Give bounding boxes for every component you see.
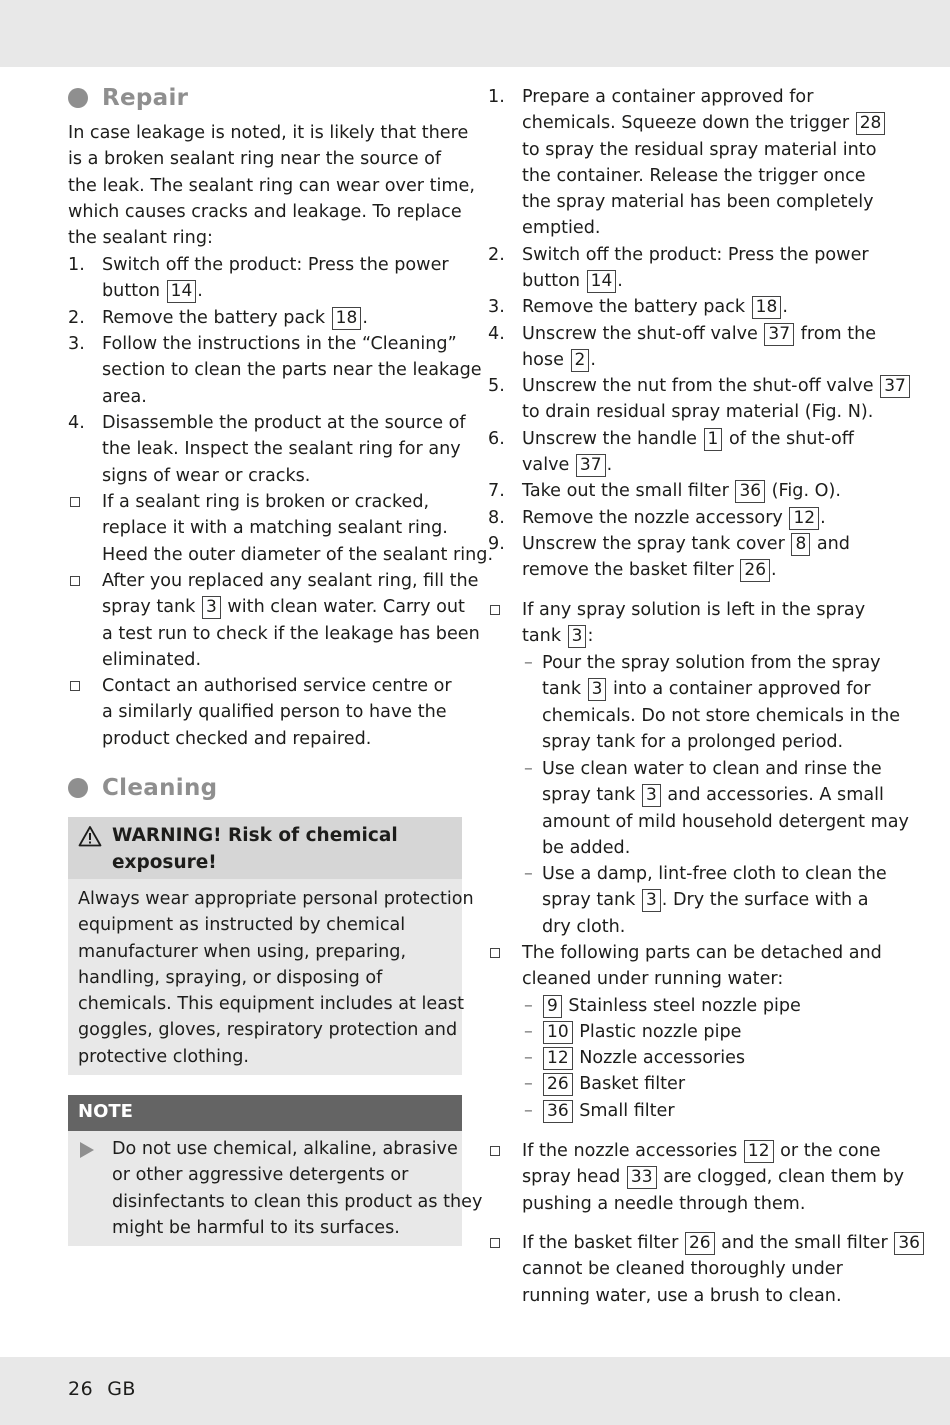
step-number: 3.	[68, 334, 85, 354]
text-line: to drain residual spray material (Fig. N).	[522, 402, 874, 423]
text-line: Disassemble the product at the source of	[102, 413, 466, 433]
note-title: NOTE	[78, 1101, 133, 1122]
text-line: Switch off the product: Press the power	[522, 245, 869, 265]
text-line: signs of wear or cracks.	[102, 465, 311, 486]
text-line: 36 Small filter	[542, 1098, 896, 1124]
step-number: 1.	[68, 255, 85, 275]
item-text	[522, 373, 906, 426]
warning-body-line: manufacturer when using, preparing,	[78, 941, 407, 962]
text-line: Use clean water to clean and rinse the	[542, 759, 882, 779]
dash-bullet-icon: –	[524, 996, 533, 1016]
text-line: emptied.	[522, 218, 601, 239]
item-text	[522, 84, 896, 242]
text-line: product checked and repaired.	[102, 728, 372, 749]
part-reference-box: 12	[789, 507, 819, 530]
text-line: to spray the residual spray material into	[522, 139, 877, 160]
part-reference-box: 9	[543, 995, 562, 1018]
text-line: spray tank 3 and accessories. A small	[542, 785, 884, 806]
item-text	[102, 410, 470, 489]
play-arrow-icon	[80, 1142, 94, 1158]
warning-body-line: Always wear appropriate personal protection	[78, 889, 474, 909]
intro-line: is a broken sealant ring near the source of	[68, 149, 442, 170]
text-line: cannot be cleaned thoroughly under	[522, 1259, 843, 1280]
part-reference-box: 3	[568, 625, 587, 648]
step-number: 1.	[488, 87, 505, 107]
text-line: the container. Release the trigger once	[522, 165, 866, 186]
item-text	[522, 1230, 920, 1309]
item-text	[102, 331, 482, 410]
text-line: If any spray solution is left in the spray	[522, 600, 866, 620]
text-line: the leak. Inspect the sealant ring for any	[102, 439, 461, 460]
step-number: 9.	[488, 534, 505, 554]
text-line: tank 3 :	[522, 626, 594, 647]
item-text	[522, 478, 896, 504]
dash-bullet-icon: –	[524, 864, 533, 884]
text-line: If the nozzle accessories 12 or the cone	[522, 1141, 881, 1161]
text-line: Unscrew the handle 1 of the shut-off	[522, 429, 854, 449]
item-text	[522, 1138, 905, 1217]
repair-heading-text: Repair	[102, 85, 189, 111]
text-line: Remove the battery pack 18 .	[102, 308, 368, 328]
text-line: Pour the spray solution from the spray	[542, 653, 881, 673]
text-line: replace it with a matching sealant ring.	[102, 518, 448, 539]
warning-body-line: goggles, gloves, respiratory protection and	[78, 1020, 458, 1041]
item-text	[522, 597, 896, 650]
item-text	[542, 756, 909, 861]
part-reference-box: 3	[642, 784, 661, 807]
part-reference-box: 37	[764, 323, 794, 346]
part-reference-box: 36	[735, 480, 765, 503]
part-reference-box: 26	[685, 1232, 715, 1255]
header-band	[0, 0, 950, 67]
part-reference-box: 37	[576, 454, 606, 477]
text-line: Prepare a container approved for	[522, 87, 814, 107]
dash-bullet-icon: –	[524, 1074, 533, 1094]
note-line: or other aggressive detergents or	[112, 1165, 409, 1186]
warning-header	[68, 817, 462, 879]
dash-bullet-icon: –	[524, 759, 533, 779]
text-line: section to clean the parts near the leakage	[102, 360, 482, 381]
footer-band	[0, 1357, 950, 1425]
dash-bullet-icon: –	[524, 1022, 533, 1042]
checkbox-square-icon	[490, 605, 500, 615]
note-text	[112, 1136, 483, 1241]
text-line: spray head 33 are clogged, clean them by	[522, 1167, 905, 1188]
item-text	[542, 861, 896, 940]
warning-box	[68, 817, 474, 1075]
item-text	[102, 305, 470, 331]
checkbox-square-icon	[490, 1238, 500, 1248]
text-line: pushing a needle through them.	[522, 1193, 806, 1214]
warning-body-line: handling, spraying, or disposing of	[78, 967, 383, 988]
dash-bullet-icon: –	[524, 653, 533, 673]
text-line: valve 37 .	[522, 455, 613, 476]
warning-triangle-icon	[78, 825, 102, 847]
part-reference-box: 12	[744, 1140, 774, 1163]
note-line: disinfectants to clean this product as they	[112, 1191, 483, 1212]
part-reference-box: 26	[740, 559, 770, 582]
item-text	[522, 242, 896, 295]
text-line: area.	[102, 386, 147, 407]
warning-title-line: WARNING! Risk of chemical	[112, 825, 398, 846]
warning-body	[78, 886, 474, 1070]
item-text	[522, 940, 896, 993]
intro-line: In case leakage is noted, it is likely that there	[68, 123, 469, 143]
step-number: 3.	[488, 297, 505, 317]
checkbox-square-icon	[70, 576, 80, 586]
intro-line: the sealant ring:	[68, 228, 213, 249]
item-text	[522, 505, 896, 531]
step-number: 4.	[488, 324, 505, 344]
text-line: Unscrew the shut-off valve 37 from the	[522, 324, 877, 344]
text-line: running water, use a brush to clean.	[522, 1285, 842, 1306]
item-text	[102, 489, 494, 568]
text-line: button 14 .	[102, 281, 203, 302]
dash-bullet-icon: –	[524, 1101, 533, 1121]
text-line: cleaned under running water:	[522, 969, 784, 990]
item-text	[522, 426, 896, 479]
part-reference-box: 2	[571, 349, 590, 372]
part-reference-box: 10	[543, 1021, 573, 1044]
part-reference-box: 18	[332, 307, 362, 330]
item-text	[542, 993, 896, 1019]
language-code: GB	[107, 1378, 136, 1400]
text-line: hose 2 .	[522, 350, 596, 371]
part-reference-box: 28	[856, 112, 886, 135]
text-line: 9 Stainless steel nozzle pipe	[542, 993, 896, 1019]
text-line: Unscrew the spray tank cover 8 and	[522, 534, 850, 554]
warning-body-line: equipment as instructed by chemical	[78, 915, 406, 936]
text-line: a similarly qualified person to have the	[102, 702, 447, 723]
bullet-dot-icon	[68, 88, 88, 108]
text-line: dry cloth.	[542, 916, 626, 937]
part-reference-box: 3	[202, 596, 221, 619]
warning-body-line: protective clothing.	[78, 1046, 249, 1067]
item-text	[522, 531, 896, 584]
text-line: amount of mild household detergent may	[542, 811, 909, 832]
checkbox-square-icon	[70, 497, 80, 507]
page-footer	[68, 1378, 136, 1400]
text-line: spray tank 3 . Dry the surface with a	[542, 890, 869, 911]
text-line: Take out the small filter 36 (Fig. O).	[522, 481, 841, 501]
item-text	[102, 673, 470, 752]
checkbox-square-icon	[490, 948, 500, 958]
part-reference-box: 14	[587, 270, 617, 293]
part-reference-box: 3	[642, 889, 661, 912]
dash-bullet-icon: –	[524, 1048, 533, 1068]
note-box	[68, 1131, 483, 1246]
text-line: chemicals. Squeeze down the trigger 28	[522, 110, 896, 136]
text-line: If the basket filter 26 and the small filter 36	[522, 1230, 896, 1256]
part-reference-box: 36	[894, 1232, 924, 1255]
item-text	[542, 1071, 896, 1097]
step-number: 4.	[68, 413, 85, 433]
item-text	[542, 1019, 896, 1045]
step-number: 5.	[488, 376, 505, 396]
text-line: Unscrew the nut from the shut-off valve 37	[522, 373, 896, 399]
text-line: If a sealant ring is broken or cracked,	[102, 492, 430, 512]
part-reference-box: 12	[543, 1047, 573, 1070]
text-line: chemicals. Do not store chemicals in the	[542, 705, 901, 726]
item-text	[542, 650, 901, 755]
step-number: 2.	[488, 245, 505, 265]
text-line: eliminated.	[102, 649, 202, 670]
repair-heading	[68, 85, 188, 111]
text-line: Heed the outer diameter of the sealant ring.	[102, 544, 494, 565]
note-header	[68, 1095, 462, 1131]
part-reference-box: 37	[880, 375, 910, 398]
text-line: Contact an authorised service centre or	[102, 676, 452, 696]
text-line: the spray material has been completely	[522, 192, 874, 213]
item-text	[522, 321, 896, 374]
item-text	[522, 294, 896, 320]
note-line: might be harmful to its surfaces.	[112, 1217, 400, 1238]
step-number: 8.	[488, 508, 505, 528]
part-reference-box: 8	[791, 533, 810, 556]
text-line: 10 Plastic nozzle pipe	[542, 1019, 896, 1045]
text-line: be added.	[542, 837, 631, 858]
intro-line: which causes cracks and leakage. To replace	[68, 201, 462, 222]
part-reference-box: 26	[543, 1073, 573, 1096]
part-reference-box: 18	[752, 296, 782, 319]
bullet-dot-icon	[68, 778, 88, 798]
item-text	[542, 1098, 896, 1124]
item-text	[102, 568, 480, 673]
text-line: a test run to check if the leakage has been	[102, 623, 480, 644]
text-line: button 14 .	[522, 271, 623, 292]
intro-line: the leak. The sealant ring can wear over time,	[68, 175, 475, 196]
step-number: 6.	[488, 429, 505, 449]
part-reference-box: 36	[543, 1100, 573, 1123]
text-line: The following parts can be detached and	[522, 943, 882, 963]
part-reference-box: 1	[704, 428, 723, 451]
item-text	[542, 1045, 896, 1071]
text-line: spray tank for a prolonged period.	[542, 731, 844, 752]
step-number: 2.	[68, 308, 85, 328]
part-reference-box: 33	[627, 1166, 657, 1189]
step-number: 7.	[488, 481, 505, 501]
text-line: Remove the nozzle accessory 12 .	[522, 508, 826, 528]
text-line: spray tank 3 with clean water. Carry out	[102, 597, 465, 618]
text-line: Remove the battery pack 18 .	[522, 297, 788, 317]
cleaning-heading-text: Cleaning	[102, 775, 218, 801]
item-text	[102, 252, 470, 305]
part-reference-box: 3	[588, 678, 607, 701]
checkbox-square-icon	[490, 1146, 500, 1156]
cleaning-heading	[68, 775, 217, 801]
text-line: tank 3 into a container approved for	[542, 679, 871, 700]
text-line: 26 Basket filter	[542, 1071, 896, 1097]
part-reference-box: 14	[167, 280, 197, 303]
text-line: remove the basket filter 26 .	[522, 560, 777, 581]
text-line: After you replaced any sealant ring, fill the	[102, 571, 479, 591]
page-number: 26	[68, 1378, 94, 1400]
repair-intro	[68, 120, 475, 251]
warning-title	[112, 822, 398, 876]
text-line: Switch off the product: Press the power	[102, 255, 449, 275]
text-line: Use a damp, lint-free cloth to clean the	[542, 864, 887, 884]
checkbox-square-icon	[70, 681, 80, 691]
note-line: Do not use chemical, alkaline, abrasive	[112, 1139, 458, 1159]
warning-body-line: chemicals. This equipment includes at least	[78, 994, 465, 1015]
text-line: Follow the instructions in the “Cleaning”	[102, 334, 457, 354]
text-line: 12 Nozzle accessories	[542, 1045, 896, 1071]
warning-title-line: exposure!	[112, 852, 217, 873]
